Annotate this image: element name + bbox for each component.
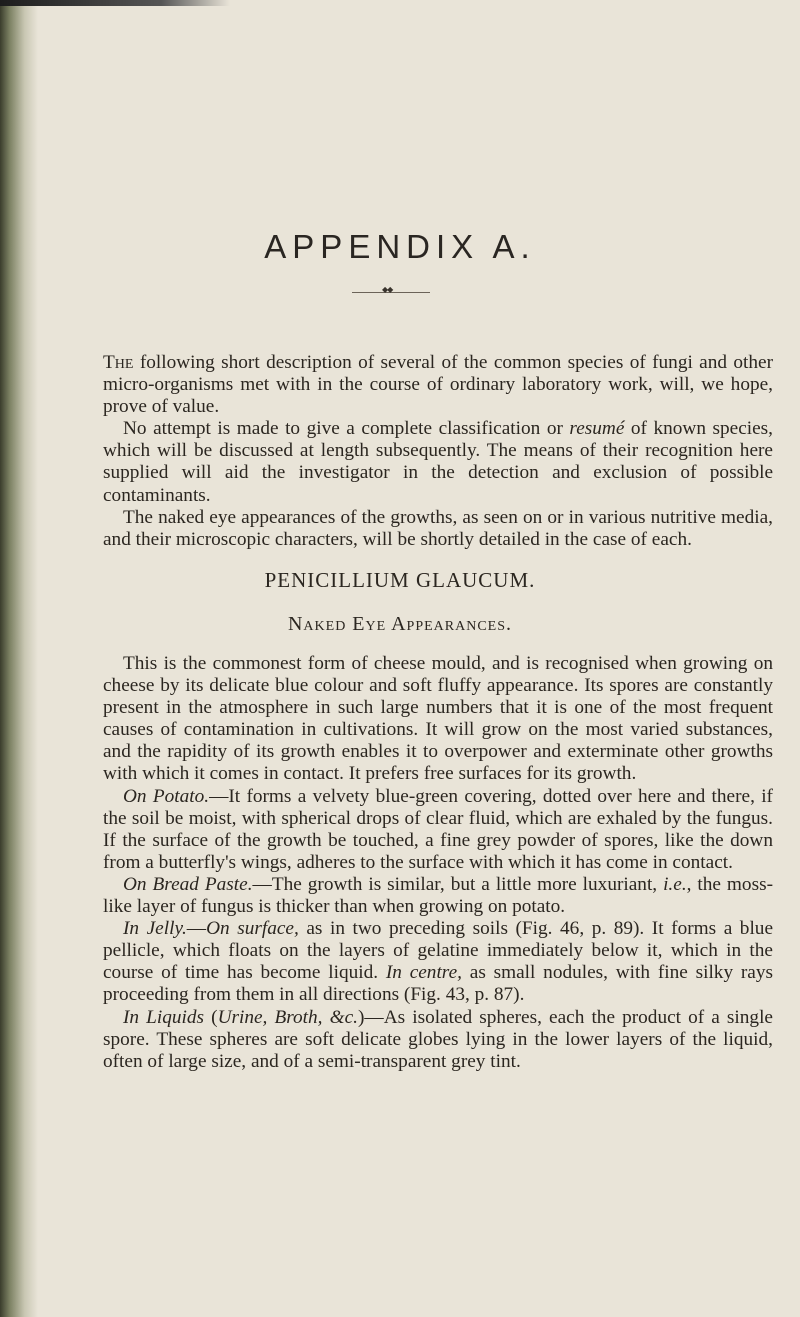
intro-paragraph-3: The naked eye appearances of the growths, as seen on or in various nutritive media, and their microscopic characters, will be shortly detailed in the case of each.	[103, 506, 773, 550]
section-subtitle: Naked Eye Appearances.	[287, 613, 512, 635]
jelly-surface-label: On surface,	[206, 918, 299, 940]
potato-label: On Potato.	[123, 785, 210, 807]
liquids-text: —As isolated spheres, each the product of a single spore. These spheres are soft delicate globes lying in the lower layers of the liquid, often of large size, and of a semi-transparent grey tint.	[103, 1006, 773, 1072]
intro-paragraph-2	[103, 418, 773, 506]
section-title: PENICILLIUM GLAUCUM.	[264, 568, 536, 592]
jelly-label: In Jelly.	[123, 918, 187, 940]
intro-paragraph-1	[103, 352, 773, 418]
jelly-dash: —	[186, 918, 207, 940]
ornament-divider	[352, 292, 430, 293]
intro-block	[103, 352, 773, 551]
intro-paragraph-2-text-a: No attempt is made to give a complete classification or	[123, 418, 570, 440]
jelly-paragraph	[103, 918, 773, 1006]
page-top-edge	[0, 0, 230, 6]
body-paragraph-1: This is the commonest form of cheese mould, and is recognised when growing on cheese by its delicate blue colour and soft fluffy appearance. Its spores are constantly present in the atmosphere in such large numbers that it is one of the most frequent causes of contamination in cultivations. It will grow on the most varied substances, and the rapidity of its growth enables it to overpower and exterminate other growths with which it comes in contact. It prefers free surfaces for its growth.	[103, 653, 773, 785]
bread-ie: i.e.	[663, 873, 687, 895]
intro-paragraph-2-text-b: of known species, which will be discussed at length subsequently. The means of their recognition here supplied will aid the investigator in the detection and exclusion of possible contaminants.	[103, 418, 773, 506]
bread-text-2: , the moss-like layer of fungus is thicker than when growing on potato.	[103, 873, 773, 918]
intro-paragraph-1-text: following short description of several of the common species of fungi and other micro-organisms met with in the course of ordinary laboratory work, will, we hope, prove of value.	[103, 352, 773, 418]
liquids-paragraph: In Liquids (Urine, Broth, &c.)—As isolated spheres, each the product of a single spore. These spheres are soft delicate globes lying in the lower layers of the liquid, often of large size, and of a semi-transparent grey tint.	[103, 1006, 773, 1072]
liquids-label: In Liquids	[123, 1006, 205, 1028]
page-binding-edge	[0, 0, 38, 1317]
liquids-paren: Urine, Broth, &c.	[217, 1006, 358, 1028]
bread-text-1: —The growth is similar, but a little more luxuriant,	[252, 873, 664, 895]
jelly-text-2: as small nodules, with fine silky rays proceeding from them in all directions (Fig. 43, p. 87).	[103, 962, 773, 1006]
potato-paragraph	[103, 786, 773, 874]
jelly-text-1: as in two preceding soils (Fig. 46, p. 89). It forms a blue pellicle, which floats on the layers of gelatine immediately below it, which in the course of time has become liquid.	[103, 918, 774, 984]
bread-paragraph	[103, 874, 773, 918]
intro-lead-word: The	[103, 352, 134, 373]
bread-label: On Bread Paste.	[123, 873, 253, 895]
appendix-heading: APPENDIX A.	[264, 228, 536, 265]
body-block	[103, 653, 773, 1073]
jelly-centre-label: In centre,	[385, 962, 462, 984]
potato-text: —It forms a velvety blue-green covering, dotted over here and there, if the soil be moist, with spherical drops of clear fluid, which are exhaled by the fungus. If the surface of the growth be touched, a fine grey powder of spores, like the down from a butterfly's wings, adheres to the surface with which it has come in contact.	[103, 785, 773, 873]
resume-italic: resumé	[569, 418, 625, 440]
